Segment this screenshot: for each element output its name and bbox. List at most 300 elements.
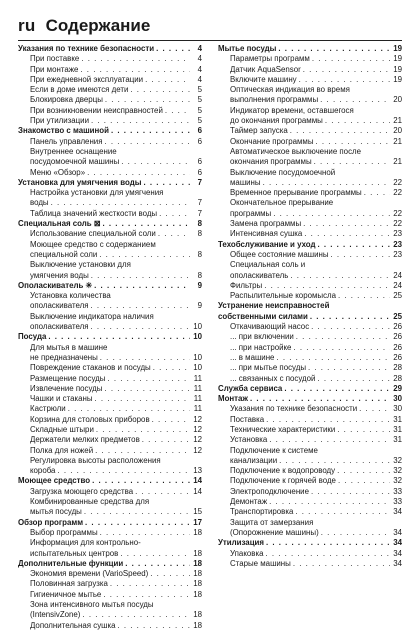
- toc-entry[interactable]: [18, 404, 202, 414]
- toc-entry[interactable]: [218, 322, 402, 332]
- toc-entry[interactable]: [18, 621, 202, 631]
- toc-section[interactable]: [18, 44, 202, 54]
- toc-page-number: 30: [393, 404, 402, 414]
- toc-entry-title: короба: [30, 466, 56, 476]
- toc-section[interactable]: [18, 518, 202, 528]
- toc-entry[interactable]: [18, 353, 202, 363]
- toc-entry-title-line: Настройка установки для умягчения: [30, 188, 164, 198]
- dot-leader: [100, 528, 190, 538]
- toc-page-number: 26: [393, 352, 402, 362]
- toc-entry[interactable]: [218, 65, 402, 75]
- toc-entry[interactable]: [218, 353, 402, 363]
- toc-entry-title: Техобслуживание и уход: [218, 239, 316, 249]
- dot-leader: [364, 188, 390, 198]
- toc-entry-title: Повреждение стаканов и посуды: [30, 363, 151, 373]
- toc-page-number: 8: [197, 249, 202, 259]
- toc-entry[interactable]: [18, 549, 202, 559]
- dot-leader: [102, 219, 190, 229]
- toc-section[interactable]: [218, 44, 402, 54]
- toc-page-number: 5: [197, 116, 202, 126]
- toc-page-number: 18: [193, 527, 202, 537]
- toc-entry-title: Указания по технике безопасности: [230, 404, 358, 414]
- toc-entry-title: Размещение посуды: [30, 373, 106, 383]
- toc-page-number: 11: [193, 394, 202, 404]
- toc-entry-title: до окончания программы: [230, 116, 323, 126]
- toc-entry[interactable]: [18, 507, 202, 517]
- toc-page-number: 34: [393, 548, 402, 558]
- toc-page-number: 9: [197, 301, 202, 311]
- toc-entry-title: Указания по технике безопасности: [18, 44, 155, 53]
- toc-entry-title: При утилизации: [30, 116, 89, 126]
- header-divider: [18, 40, 402, 41]
- toc-page-number: 21: [393, 157, 402, 167]
- toc-page-number: 26: [393, 332, 402, 342]
- toc-entry-title: Откачивающий насос: [230, 322, 310, 332]
- toc-page-number: 10: [193, 322, 202, 332]
- toc-section[interactable]: [218, 384, 402, 394]
- toc-page-number: 19: [393, 44, 402, 53]
- toc-page-number: 18: [193, 610, 202, 620]
- toc-entry[interactable]: [218, 229, 402, 239]
- toc-entry[interactable]: [18, 374, 202, 384]
- toc-entry[interactable]: [218, 54, 402, 64]
- toc-page-number: 34: [393, 527, 402, 537]
- toc-entry[interactable]: [218, 456, 402, 466]
- toc-entry-title: Демонтаж: [230, 497, 268, 507]
- toc-entry[interactable]: [18, 168, 202, 178]
- toc-entry-title: Обзор программ: [18, 517, 84, 527]
- toc-entry-title: Таймер запуска: [230, 126, 288, 136]
- dot-leader: [99, 250, 190, 260]
- toc-entry[interactable]: [218, 75, 402, 85]
- toc-entry-title: Монтаж: [218, 394, 249, 404]
- toc-entry-title: Подключение к горячей воде: [230, 476, 336, 486]
- toc-page-number: 10: [193, 332, 202, 342]
- toc-entry[interactable]: [18, 229, 202, 239]
- toc-entry[interactable]: [18, 569, 202, 579]
- toc-entry-title: Датчик AquaSensor: [230, 64, 301, 74]
- toc-entry-title: Параметры программ: [230, 54, 310, 64]
- toc-page-number: 25: [393, 311, 402, 321]
- toc-entry[interactable]: [18, 579, 202, 589]
- toc-entry-title: При поставке: [30, 54, 80, 64]
- toc-page-number: 19: [393, 74, 402, 84]
- toc-entry-title-line: Моющее средство с содержанием: [30, 239, 156, 249]
- toc-entry-title: Знакомство с машиной: [18, 126, 109, 136]
- toc-entry-title: канализации: [230, 455, 278, 465]
- toc-entry-title-line: Оптическая индикация во время: [230, 85, 350, 95]
- toc-entry-title: Экономия времени (VarioSpeed): [30, 569, 149, 579]
- toc-entry-title-line: Подключение к системе: [230, 445, 318, 455]
- dot-leader: [317, 374, 390, 384]
- toc-page-number: 22: [393, 219, 402, 229]
- toc-entry-title: Установка для умягчения воды: [18, 177, 142, 187]
- toc-page-number: 4: [197, 54, 202, 64]
- toc-entry[interactable]: [18, 250, 202, 260]
- toc-entry-title: Фильтры: [230, 280, 263, 290]
- toc-entry[interactable]: [18, 487, 202, 497]
- dot-leader: [308, 363, 390, 373]
- toc-entry[interactable]: [218, 219, 402, 229]
- toc-entry-title-line: Выключение индикатора наличия: [30, 311, 154, 321]
- toc-entry[interactable]: [18, 384, 202, 394]
- dot-leader: [290, 126, 390, 136]
- dot-leader: [91, 271, 190, 281]
- toc-entry-title: Специальная соль ⊠: [18, 219, 101, 229]
- dot-leader: [325, 116, 390, 126]
- toc-entry-title: Замена программы: [230, 219, 302, 229]
- dot-leader: [304, 229, 390, 239]
- toc-entry[interactable]: [218, 476, 402, 486]
- dot-leader: [269, 497, 390, 507]
- toc-entry[interactable]: [18, 301, 202, 311]
- toc-entry-title: Загрузка моющего средства: [30, 486, 134, 496]
- dot-leader: [337, 466, 390, 476]
- toc-entry[interactable]: [18, 209, 202, 219]
- toc-page-number: 17: [193, 517, 202, 527]
- dot-leader: [311, 322, 390, 332]
- toc-page-number: 21: [393, 136, 402, 146]
- toc-entry-title: ополаскиватель: [230, 270, 289, 280]
- toc-entry-title: Посуда: [18, 332, 47, 342]
- dot-leader: [156, 44, 190, 54]
- dot-leader: [92, 476, 190, 486]
- toc-page-number: 22: [393, 188, 402, 198]
- toc-page-number: 24: [393, 270, 402, 280]
- toc-entry-title: специальной соли: [30, 249, 98, 259]
- toc-entry[interactable]: [218, 425, 402, 435]
- toc-page-number: 8: [197, 229, 202, 239]
- dot-leader: [318, 240, 391, 250]
- toc-page-number: 22: [393, 177, 402, 187]
- toc-entry[interactable]: [218, 549, 402, 559]
- toc-entry[interactable]: [18, 157, 202, 167]
- toc-entry-title-line: Выключение установки для: [30, 260, 131, 270]
- dot-leader: [159, 209, 190, 219]
- dot-leader: [145, 75, 190, 85]
- language-code: ru: [18, 16, 36, 35]
- dot-leader: [293, 343, 390, 353]
- toc-entry[interactable]: [218, 188, 402, 198]
- toc-page-number: 4: [197, 44, 202, 53]
- toc-entry-title: Установка: [230, 435, 268, 445]
- toc-entry-title: ополаскивателя: [30, 301, 89, 311]
- dot-leader: [321, 528, 390, 538]
- toc-entry-title: программы: [230, 208, 272, 218]
- toc-page-number: 12: [193, 424, 202, 434]
- toc-entry-title: Дополнительные функции: [18, 558, 124, 568]
- toc-entry[interactable]: [218, 178, 402, 188]
- toc-section[interactable]: [18, 559, 202, 569]
- dot-leader: [265, 549, 390, 559]
- toc-entry-title-line: Автоматическое выключение после: [230, 146, 362, 156]
- toc-entry[interactable]: [218, 374, 402, 384]
- toc-entry[interactable]: [218, 466, 402, 476]
- dot-leader: [290, 271, 390, 281]
- toc-entry-title-line: Информация для контрольно-: [30, 538, 141, 548]
- toc-page-number: 28: [393, 363, 402, 373]
- toc-entry[interactable]: [218, 363, 402, 373]
- toc-entry[interactable]: [18, 590, 202, 600]
- toc-page-number: 15: [193, 507, 202, 517]
- dot-leader: [105, 95, 190, 105]
- toc-page-number: 32: [393, 476, 402, 486]
- toc-entry[interactable]: [18, 610, 202, 620]
- dot-leader: [91, 322, 190, 332]
- toc-entry[interactable]: [18, 271, 202, 281]
- toc-entry-title: Распылительные коромысла: [230, 291, 337, 301]
- toc-section[interactable]: [18, 476, 202, 486]
- toc-entry[interactable]: [18, 446, 202, 456]
- toc-entry-title: ... связанных с посудой: [230, 373, 316, 383]
- toc-entry-title-line: Для мытья в машине: [30, 342, 108, 352]
- toc-entry[interactable]: [18, 528, 202, 538]
- dot-leader: [153, 363, 190, 373]
- toc-entry[interactable]: [218, 157, 402, 167]
- dot-leader: [80, 65, 190, 75]
- toc-section[interactable]: [18, 281, 202, 291]
- toc-page-number: 4: [197, 64, 202, 74]
- toc-page-number: 34: [393, 507, 402, 517]
- dot-leader: [310, 312, 390, 322]
- toc-entry[interactable]: [218, 126, 402, 136]
- toc-page-number: 6: [197, 136, 202, 146]
- toc-page-number: 18: [193, 569, 202, 579]
- toc-page-number: 18: [193, 579, 202, 589]
- toc-entry[interactable]: [18, 116, 202, 126]
- toc-entry-title: посудомоечной машины: [30, 157, 120, 167]
- toc-entry-title: Выбор программы: [30, 527, 98, 537]
- toc-page-number: 30: [393, 394, 402, 404]
- toc-entry[interactable]: [218, 250, 402, 260]
- toc-entry-title: Электроподключение: [230, 486, 309, 496]
- dot-leader: [91, 301, 190, 311]
- dot-leader: [338, 291, 390, 301]
- toc-section[interactable]: [218, 240, 402, 250]
- toc-entry-title: Панель управления: [30, 136, 103, 146]
- toc-entry[interactable]: [18, 198, 202, 208]
- toc-section[interactable]: [218, 538, 402, 548]
- page-header: [18, 16, 150, 46]
- toc-entry-title: Включите машину: [230, 74, 297, 84]
- toc-section[interactable]: [18, 178, 202, 188]
- toc-entry-title: (Опорожнение машины): [230, 527, 319, 537]
- toc-page-number: 26: [393, 322, 402, 332]
- toc-entry-title-line: Внутреннее оснащение: [30, 146, 117, 156]
- toc-section-title-line: Устранение неисправностей: [218, 301, 330, 311]
- toc-entry-title: Корзина для столовых приборов: [30, 414, 150, 424]
- dot-leader: [165, 106, 190, 116]
- toc-entry-title: Транспортировка: [230, 507, 294, 517]
- toc-entry-title-line: Установка количества: [30, 291, 111, 301]
- toc-entry[interactable]: [18, 322, 202, 332]
- toc-entry[interactable]: [18, 95, 202, 105]
- toc-entry[interactable]: [218, 435, 402, 445]
- toc-entry-title: не предназначены: [30, 352, 98, 362]
- toc-page-number: 5: [197, 105, 202, 115]
- dot-leader: [95, 446, 190, 456]
- toc-entry[interactable]: [218, 281, 402, 291]
- dot-leader: [104, 384, 190, 394]
- toc-page-number: 5: [197, 95, 202, 105]
- toc-entry-title: Технические характеристики: [230, 424, 336, 434]
- toc-entry[interactable]: [218, 332, 402, 342]
- toc-entry[interactable]: [18, 363, 202, 373]
- dot-leader: [130, 85, 190, 95]
- toc-page-number: 31: [393, 414, 402, 424]
- toc-entry-title: ополаскивателя: [30, 322, 89, 332]
- toc-entry[interactable]: [218, 343, 402, 353]
- toc-page-number: 19: [393, 64, 402, 74]
- toc-page-number: 14: [193, 476, 202, 486]
- dot-leader: [158, 229, 190, 239]
- toc-entry[interactable]: [218, 415, 402, 425]
- dot-leader: [299, 75, 390, 85]
- toc-page-number: 7: [197, 177, 202, 187]
- toc-entry[interactable]: [18, 137, 202, 147]
- toc-entry[interactable]: [218, 95, 402, 105]
- dot-leader: [107, 374, 190, 384]
- toc-entry[interactable]: [218, 116, 402, 126]
- toc-entry-title: Меню «Обзор»: [30, 167, 86, 177]
- toc-entry[interactable]: [218, 271, 402, 281]
- toc-entry-title: Ополаскиватель ✳: [18, 280, 93, 290]
- toc-entry-title: собственными силами: [218, 311, 308, 321]
- toc-entry-title: Использование специальной соли: [30, 229, 156, 239]
- toc-page-number: 9: [197, 280, 202, 290]
- toc-page-number: 12: [193, 445, 202, 455]
- dot-leader: [95, 394, 190, 404]
- toc-entry-title-line: Выключение посудомоечной: [230, 167, 336, 177]
- toc-page-number: 20: [393, 126, 402, 136]
- toc-entry-title: Держатели мелких предметов: [30, 435, 140, 445]
- dot-leader: [337, 425, 390, 435]
- toc-page-number: 14: [193, 486, 202, 496]
- dot-leader: [266, 538, 390, 548]
- toc-entry-title: ... при настройке: [230, 342, 292, 352]
- toc-entry-title: Утилизация: [218, 538, 264, 548]
- dot-leader: [125, 559, 190, 569]
- dot-leader: [96, 425, 190, 435]
- toc-page-number: 8: [197, 270, 202, 280]
- dot-leader: [359, 404, 390, 414]
- toc-entry-title: Кастрюли: [30, 404, 66, 414]
- dot-leader: [103, 590, 190, 600]
- toc-entry[interactable]: [18, 65, 202, 75]
- toc-page-number: 33: [393, 486, 402, 496]
- toc-entry-title: ... при включении: [230, 332, 294, 342]
- dot-leader: [150, 569, 190, 579]
- toc-page-number: 11: [193, 373, 202, 383]
- dot-leader: [91, 116, 190, 126]
- dot-leader: [293, 559, 390, 569]
- toc-page-number: 13: [193, 466, 202, 476]
- dot-leader: [135, 487, 190, 497]
- dot-leader: [110, 579, 190, 589]
- toc-section[interactable]: [218, 394, 402, 404]
- toc-section[interactable]: [18, 332, 202, 342]
- toc-page-number: 12: [193, 435, 202, 445]
- toc-page-number: 6: [197, 126, 202, 136]
- dot-leader: [269, 435, 390, 445]
- dot-leader: [338, 476, 390, 486]
- toc-entry-title: Дополнительная сушка: [30, 620, 116, 630]
- dot-leader: [276, 353, 390, 363]
- toc-entry[interactable]: [218, 404, 402, 414]
- toc-entry[interactable]: [218, 528, 402, 538]
- dot-leader: [85, 518, 190, 528]
- toc-entry[interactable]: [18, 85, 202, 95]
- toc-entry[interactable]: [218, 137, 402, 147]
- dot-leader: [118, 621, 191, 631]
- dot-leader: [320, 95, 390, 105]
- toc-column-right: [218, 44, 402, 569]
- toc-entry[interactable]: [18, 466, 202, 476]
- toc-page-number: 18: [193, 620, 202, 630]
- toc-section[interactable]: [18, 219, 202, 229]
- toc-page-number: 31: [393, 424, 402, 434]
- toc-entry-title: Если в доме имеются дети: [30, 85, 129, 95]
- toc-page-number: 26: [393, 342, 402, 352]
- toc-entry-title: Моющее средство: [18, 476, 91, 486]
- toc-entry-title: При возникновении неисправностей: [30, 105, 163, 115]
- dot-leader: [303, 219, 390, 229]
- toc-page-number: 21: [393, 116, 402, 126]
- dot-leader: [314, 157, 390, 167]
- toc-entry[interactable]: [218, 487, 402, 497]
- toc-entry[interactable]: [18, 435, 202, 445]
- toc-page-number: 20: [393, 95, 402, 105]
- toc-entry-title: выполнения программы: [230, 95, 319, 105]
- toc-page-number: 6: [197, 167, 202, 177]
- toc-entry[interactable]: [218, 497, 402, 507]
- toc-entry[interactable]: [218, 559, 402, 569]
- toc-page-number: 11: [193, 383, 202, 393]
- toc-entry-title: мытья посуды: [30, 507, 82, 517]
- toc-entry[interactable]: [218, 291, 402, 301]
- toc-page-number: 32: [393, 455, 402, 465]
- dot-leader: [316, 137, 391, 147]
- toc-entry[interactable]: [218, 507, 402, 517]
- dot-leader: [295, 507, 390, 517]
- toc-entry-title: Складные штыри: [30, 424, 94, 434]
- toc-entry[interactable]: [218, 209, 402, 219]
- toc-entry[interactable]: [18, 394, 202, 404]
- dot-leader: [152, 415, 190, 425]
- toc-entry-title: Старые машины: [230, 558, 291, 568]
- toc-entry[interactable]: [18, 425, 202, 435]
- toc-page-number: 23: [393, 249, 402, 259]
- page-title: Содержание: [45, 16, 151, 35]
- toc-page-number: 22: [393, 208, 402, 218]
- toc-entry-title: окончания программы: [230, 157, 312, 167]
- toc-entry-title-line: Регулировка высоты расположения: [30, 455, 161, 465]
- dot-leader: [263, 178, 390, 188]
- toc-page-number: 4: [197, 74, 202, 84]
- toc-entry-title: При ежедневной эксплуатации: [30, 74, 144, 84]
- toc-entry-title-line: Индикатор времени, оставшегося: [230, 105, 354, 115]
- toc-section[interactable]: [218, 312, 402, 322]
- toc-page-number: 23: [393, 229, 402, 239]
- dot-leader: [57, 466, 190, 476]
- toc-entry-title: Интенсивная сушка: [230, 229, 303, 239]
- toc-entry[interactable]: [18, 106, 202, 116]
- toc-page-number: 29: [393, 383, 402, 393]
- toc-entry[interactable]: [18, 75, 202, 85]
- toc-section[interactable]: [18, 126, 202, 136]
- toc-entry[interactable]: [18, 54, 202, 64]
- toc-entry[interactable]: [18, 415, 202, 425]
